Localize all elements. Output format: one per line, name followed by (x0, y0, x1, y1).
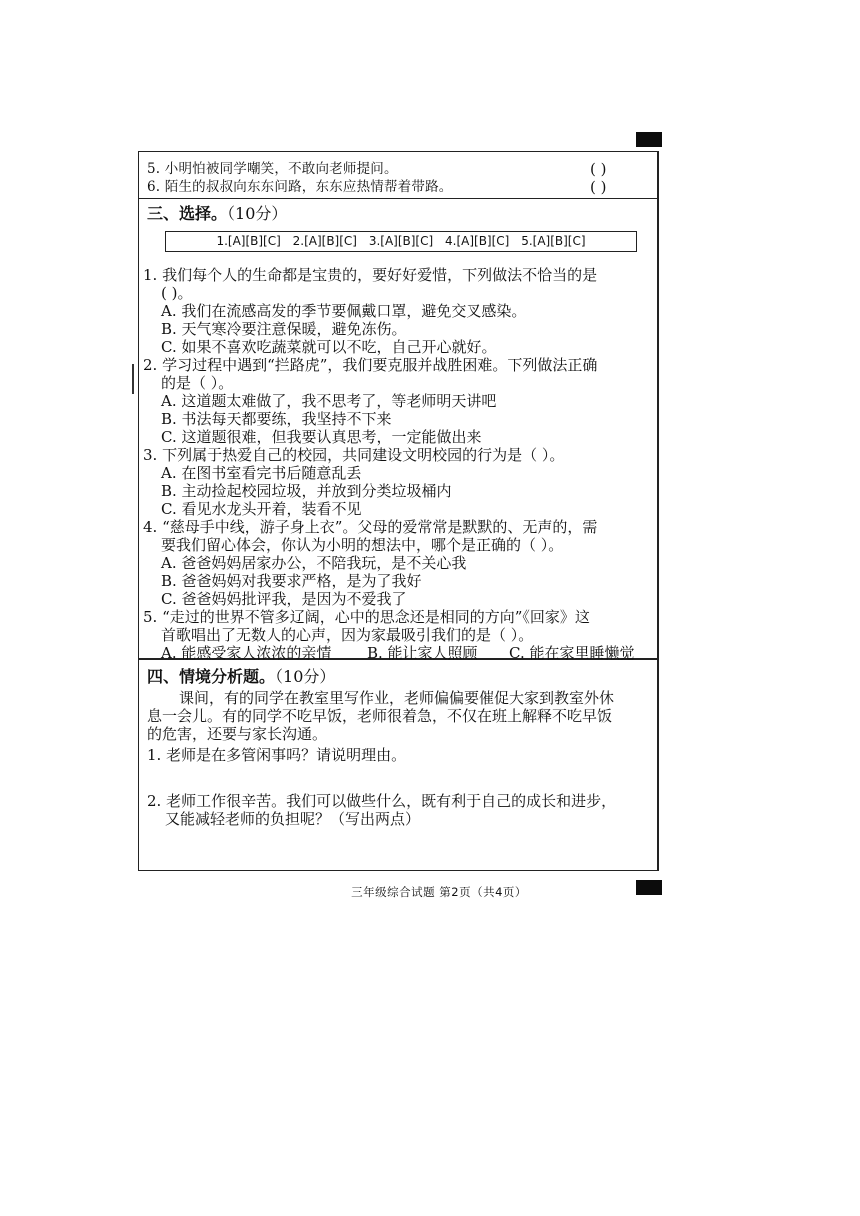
question-2-option-b: B. 书法每天都要练，我坚持不下来 (161, 410, 392, 428)
question-3-option-a: A. 在图书室看完书后随意乱丢 (161, 464, 362, 482)
question-3-option-b: B. 主动捡起校园垃圾，并放到分类垃圾桶内 (161, 482, 452, 500)
question-2-option-c: C. 这道题很难，但我要认真思考，一定能做出来 (161, 428, 482, 446)
answer-sheet-row (165, 231, 637, 252)
section3-title: 三、选择。 (147, 204, 228, 223)
registration-mark-top (636, 132, 662, 147)
question-5-option-b: B. 能让家人照顾 (367, 644, 478, 662)
section4-heading (147, 668, 335, 686)
question-1-stem-cont: ( )。 (161, 284, 193, 302)
truefalse-item-5: 5. 小明怕被同学嘲笑，不敢向老师提问。 (147, 161, 398, 177)
answer-item-1[interactable]: 1.[A][B][C] (216, 234, 281, 248)
question-4-stem: 4. “慈母手中线，游子身上衣”。父母的爱常常是默默的、无声的，需 (143, 518, 598, 536)
truefalse-item-6: 6. 陌生的叔叔向东东问路，东东应热情帮着带路。 (147, 179, 453, 195)
choice-section (139, 199, 657, 660)
answer-item-5[interactable]: 5.[A][B][C] (521, 234, 586, 248)
question-4-option-a: A. 爸爸妈妈居家办公，不陪我玩，是不关心我 (161, 554, 467, 572)
page-footer: 三年级综合试题 第2页（共4页） (351, 885, 527, 899)
truefalse-answer-5[interactable]: ( ) (590, 160, 607, 178)
case-question-1: 1. 老师是在多管闲事吗？请说明理由。 (147, 746, 407, 764)
case-analysis-section (139, 660, 657, 870)
question-1-option-b: B. 天气寒冷要注意保暖，避免冻伤。 (161, 320, 407, 338)
truefalse-section (139, 152, 657, 199)
question-5-stem-cont: 首歌唱出了无数人的心声，因为家最吸引我们的是（ ）。 (161, 626, 534, 644)
question-4-stem-cont: 要我们留心体会，你认为小明的想法中，哪个是正确的（ ）。 (161, 536, 564, 554)
answer-item-4[interactable]: 4.[A][B][C] (445, 234, 510, 248)
answer-item-3[interactable]: 3.[A][B][C] (368, 234, 434, 248)
question-1-option-c: C. 如果不喜欢吃蔬菜就可以不吃，自己开心就好。 (161, 338, 497, 356)
question-1-stem: 1. 我们每个人的生命都是宝贵的，要好好爱惜，下列做法不恰当的是 (143, 266, 598, 284)
question-3-option-c: C. 看见水龙头开着，装看不见 (161, 500, 362, 518)
case-question-2-cont: 又能减轻老师的负担呢？（写出两点） (165, 810, 421, 828)
section3-heading (147, 205, 287, 223)
question-5-option-a: A. 能感受家人浓浓的亲情 (161, 644, 332, 662)
case-question-2: 2. 老师工作很辛苦。我们可以做些什么，既有利于自己的成长和进步， (147, 792, 617, 810)
question-1-option-a: A. 我们在流感高发的季节要佩戴口罩，避免交叉感染。 (161, 302, 527, 320)
passage-line-2: 息一会儿。有的同学不吃早饭，老师很着急，不仅在班上解释不吃早饭 (147, 707, 613, 725)
question-5-stem: 5. “走过的世界不管多辽阔，心中的思念还是相同的方向”《回家》这 (143, 608, 590, 626)
answer-item-2[interactable]: 2.[A][B][C] (292, 234, 357, 248)
passage-line-1: 课间，有的同学在教室里写作业，老师偏偏要催促大家到教室外休 (179, 689, 615, 707)
section4-title: 四、情境分析题。 (147, 667, 276, 686)
passage-line-3: 的危害，还要与家长沟通。 (147, 725, 328, 743)
question-4-option-b: B. 爸爸妈妈对我要求严格，是为了我好 (161, 572, 422, 590)
question-2-stem: 2. 学习过程中遇到“拦路虎”，我们要克服并战胜困难。下列做法正确 (143, 356, 598, 374)
truefalse-answer-6[interactable]: ( ) (590, 178, 607, 196)
section4-score: （10分） (275, 667, 336, 686)
section3-score: （10分） (227, 204, 288, 223)
question-4-option-c: C. 爸爸妈妈批评我，是因为不爱我了 (161, 590, 407, 608)
exam-sheet (138, 151, 659, 871)
question-3-stem: 3. 下列属于热爱自己的校园，共同建设文明校园的行为是（ ）。 (143, 446, 565, 464)
question-5-option-c: C. 能在家里睡懒觉 (509, 644, 635, 662)
question-2-stem-cont: 的是（ ）。 (161, 374, 234, 392)
question-2-option-a: A. 这道题太难做了，我不思考了，等老师明天讲吧 (161, 392, 497, 410)
